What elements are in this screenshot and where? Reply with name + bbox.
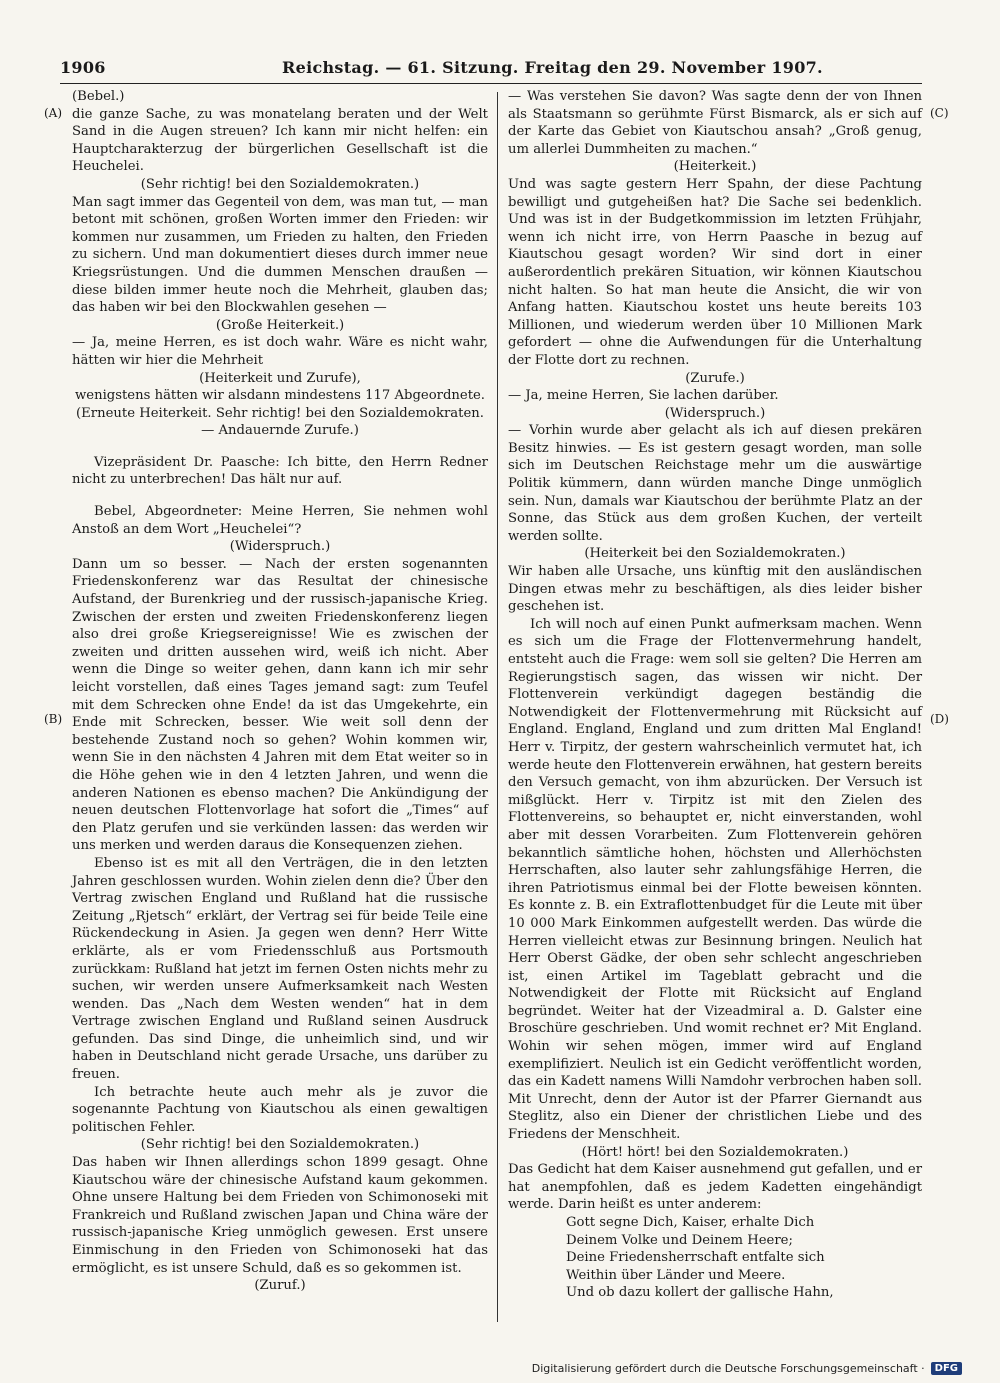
paragraph: (Bebel.): [72, 89, 125, 104]
running-title: Reichstag. — 61. Sitzung. Freitag den 29. November 1907.: [282, 58, 823, 77]
paragraph: — Vorhin wurde aber gelacht als ich auf diesen prekären Besitz hinwies. — Es ist gestern gesagt worden, man solle sich im Deutschen Reichstage mehr um die auswärtige Politik kümmern, dann würden manche Dinge unmöglich sein. Nun, damals war Kiautschou der berühmte Platz an der Sonne, das Stück aus dem großen Kuchen, der verteilt werden sollte.: [508, 423, 922, 544]
header-rule: [60, 83, 922, 84]
paragraph: Man sagt immer das Gegenteil von dem, was man tut, — man betont mit schönen, großen Worten immer den Frieden: wir kommen nur zusammen, um Frieden zu halten, den Frieden zu sichern. Und man dokumentiert dieses durch immer neue Kriegsrüstungen. Und die dummen Menschen draußen — diese bilden immer heute noch die Mehrheit, glauben das; das haben wir bei den Blockwahlen gesehen —: [72, 194, 488, 316]
paragraph: (Sehr richtig! bei den Sozialdemokraten.): [140, 176, 420, 192]
paragraph: Vizepräsident Dr. Paasche: Ich bitte, den Herrn Redner nicht zu unterbrechen! Das hält nur auf.: [72, 454, 488, 488]
paragraph: (Zurufe.): [685, 370, 745, 386]
margin-mark-b: (B): [44, 712, 63, 726]
margin-mark-a: (A): [44, 106, 63, 120]
paragraph: (Widerspruch.): [229, 539, 331, 555]
paragraph: (Sehr richtig! bei den Sozialdemokraten.): [140, 1137, 420, 1153]
paragraph: Und was sagte gestern Herr Spahn, der diese Pachtung bewilligt und gutgeheißen hat? Die Sache sei bedenklich. Und was ist in der Budgetkommission im letzten Frühjahr, wenn ich nicht irre, von Herrn Paasche in bezug auf Kiautschou gesagt worden? Wir sind dort in einer außerordentlich prekären Situation, wir können Kiautschou nicht halten. So hat man heute die Ansicht, die wir von Anfang hatten. Kiautschou kostet uns heute bereits 103 Millionen, und wiederum werden über 10 Millionen Mark gefordert — ohne die Aufwendungen für die Unterhaltung der Flotte dort zu rechnen.: [508, 176, 922, 368]
paragraph: (Große Heiterkeit.): [215, 317, 345, 333]
margin-mark-c: (C): [930, 106, 949, 120]
column-divider: [497, 92, 498, 1322]
page-number: 1906: [60, 58, 106, 77]
paragraph: — Ja, meine Herren, Sie lachen darüber.: [508, 388, 779, 404]
paragraph: Und ob dazu kollert der gallische Hahn,: [566, 1285, 834, 1301]
page-header: [60, 58, 922, 82]
paragraph: Ich will noch auf einen Punkt aufmerksam machen. Wenn es sich um die Frage der Flottenvermehrung handelt, entsteht auch die Frage: wem soll sie gelten? Die Herren am Regierungstisch sagen, das wissen wir nicht. Der Flottenverein verkündigt dagegen beständig die Notwendigkeit der Flottenvermehrung mit Rücksicht auf England. England, England und zum dritten Mal England! Herr v. Tirpitz, der gestern wahrscheinlich vermutet hat, ich werde heute den Flottenverein erwähnen, hat gestern bereits den Versuch gemacht, von ihm abzurücken. Der Versuch ist mißglückt. Herr v. Tirpitz ist mit den Zielen des Flottenvereins, so behauptet er, nicht einverstanden, wohl aber mit dessen Vorarbeiten. Zum Flottenverein gehören bekanntlich sämtliche hohen, höchsten und Allerhöchsten Herrschaften, also lauter sehr zahlungsfähige Herren, die ihren Patriotismus einmal bei der Flotte beweisen könnten. Es konnte z. B. ein Extraflottenbudget für die Leute mit über 10 000 Mark Einkommen aufgestellt werden. Das würde die Herren vielleicht etwas zur Besinnung bringen. Neulich hat Herr Oberst Gädke, der oben sehr schlecht angeschrieben ist, einen Artikel im Tageblatt gebracht und die Notwendigkeit der Flotte mit Rücksicht auf England begründet. Weiter hat der Vizeadmiral a. D. Galster eine Broschüre geschrieben. Und womit rechnet er? Mit England. Wohin wir sehen mögen, immer wird auf England exemplifiziert. Neulich ist ein Gedicht veröffentlicht worden, das ein Kadett namens Willi Namdohr verbrochen haben soll. Mit Unrecht, denn der Autor ist der Pfarrer Giernandt aus Steglitz, also ein Diener der christlichen Liebe und des Friedens der Menschheit.: [508, 616, 922, 1143]
footer: [532, 1362, 962, 1375]
paragraph: (Zuruf.): [254, 1278, 306, 1294]
paragraph: Ebenso ist es mit all den Verträgen, die in den letzten Jahren geschlossen wurden. Wohin zielen denn die? Über den Vertrag zwischen England und Rußland hat die russische Zeitung „Rjetsch“ erklärt, der Vertrag sei für beide Teile eine Rückendeckung in Asien. Ja gegen wen denn? Herr Witte erklärte, als er vom Friedensschluß aus Portsmouth zurückkam: Rußland hat jetzt im fernen Osten nichts mehr zu suchen, wir werden unsere Aufmerksamkeit nach Westen wenden. Das „Nach dem Westen wenden“ hat in dem Vertrage zwischen England und Rußland seinen Ausdruck gefunden. Das sind Dinge, die unheimlich sind, und wir haben in Deutschland nicht gerade Ursache, uns darüber zu freuen.: [72, 855, 488, 1083]
paragraph: (Heiterkeit und Zurufe),: [199, 370, 361, 386]
paragraph: Deinem Volke und Deinem Heere;: [566, 1232, 793, 1248]
paragraph: (Heiterkeit.): [673, 159, 757, 175]
right-column: [508, 88, 922, 1302]
paragraph: Das Gedicht hat dem Kaiser ausnehmend gut gefallen, und er hat anempfohlen, daß es jedem Kadetten eingehändigt werde. Darin heißt es unter anderem:: [508, 1162, 922, 1213]
paragraph: — Ja, meine Herren, es ist doch wahr. Wäre es nicht wahr, hätten wir hier die Mehrheit: [72, 335, 488, 368]
paragraph: wenigstens hätten wir alsdann mindestens 117 Abgeordnete.: [75, 388, 485, 404]
paragraph: Dann um so besser. — Nach der ersten sogenannten Friedenskonferenz war das Resultat der chinesische Aufstand, der Burenkrieg und der russisch-japanische Krieg. Zwischen der ersten und zweiten Friedenskonferenz liegen also drei große Kriegsereignisse! Wie es zwischen der zweiten und dritten aussehen wird, weiß ich nicht. Aber wenn die Dinge so weiter gehen, dann kann ich mir sehr leicht vorstellen, daß eines Tages jemand sagt: zum Teufel mit dem Schrecken ohne Ende! da ist das Umgekehrte, ein Ende mit Schrecken, besser. Wie weit soll denn der bestehende Zustand noch so gehen? Wohin kommen wir, wenn Sie in den nächsten 4 Jahren mit dem Etat weiter so in die Höhe gehen wie in den 4 letzten Jahren, und wenn die anderen Nationen es ebenso machen? Die Ankündigung der neuen deutschen Flottenvorlage hat sofort die „Times“ auf den Platz gerufen und sie verkünden lassen: das werden wir uns merken und werden daraus die Konsequenzen ziehen.: [72, 556, 488, 854]
dfg-logo: DFG: [931, 1362, 962, 1375]
funding-credit: Digitalisierung gefördert durch die Deutsche Forschungsgemeinschaft ·: [531, 1362, 925, 1375]
paragraph: die ganze Sache, zu was monatelang beraten und der Welt Sand in die Augen streuen? Ich kann mir nicht helfen: ein Hauptcharakterzug der bürgerlichen Gesellschaft ist die Heuchelei.: [72, 106, 488, 175]
paragraph: Gott segne Dich, Kaiser, erhalte Dich: [566, 1215, 815, 1230]
paragraph: — Was verstehen Sie davon? Was sagte denn der von Ihnen als Staatsmann so gerühmte Fürst Bismarck, als er sich auf der Karte das Gebiet von Kiautschou ansah? „Groß genug, um allerlei Dummheiten zu machen.“: [508, 89, 922, 157]
paragraph: Wir haben alle Ursache, uns künftig mit den ausländischen Dingen etwas mehr zu beschäftigen, als dies leider bisher geschehen ist.: [508, 564, 922, 615]
paragraph: Deine Friedensherrschaft entfalte sich: [566, 1250, 825, 1266]
paragraph: (Erneute Heiterkeit. Sehr richtig! bei den Sozialdemokraten. — Andauernde Zurufe.): [76, 405, 484, 439]
paragraph: (Heiterkeit bei den Sozialdemokraten.): [584, 546, 846, 562]
paragraph: Weithin über Länder und Meere.: [566, 1267, 786, 1283]
paragraph: Ich betrachte heute auch mehr als je zuvor die sogenannte Pachtung von Kiautschou als einen gewaltigen politischen Fehler.: [72, 1084, 488, 1135]
margin-mark-d: (D): [930, 712, 949, 726]
paragraph: (Hört! hört! bei den Sozialdemokraten.): [581, 1144, 849, 1160]
paragraph: (Widerspruch.): [664, 405, 766, 421]
left-column: [72, 88, 488, 1295]
paragraph: Bebel, Abgeordneter: Meine Herren, Sie nehmen wohl Anstoß an dem Wort „Heuchelei“?: [72, 504, 488, 537]
paragraph: Das haben wir Ihnen allerdings schon 1899 gesagt. Ohne Kiautschou wäre der chinesische Aufstand kaum gekommen. Ohne unsere Haltung bei dem Frieden von Schimonoseki mit Frankreich und Rußland zwischen Japan und China wäre der russisch-japanische Krieg unmöglich gewesen. Erst unsere Einmischung in den Frieden von Schimonoseki hat das ermöglicht, es ist unsere Schuld, daß es so gekommen ist.: [72, 1155, 488, 1276]
